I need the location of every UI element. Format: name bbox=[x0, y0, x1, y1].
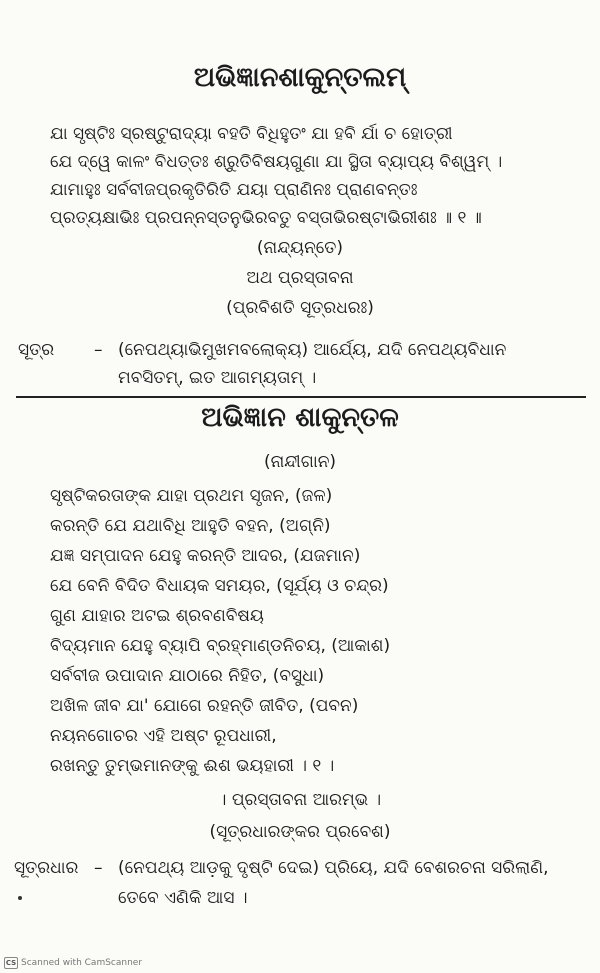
odia-verse-line-4: ଯେ ବେନି ବିଦିତ ବିଧାୟକ ସମୟର, (ସୂର୍ଯ୍ୟ ଓ ଚନ୍ଦ୍ର) bbox=[50, 576, 389, 596]
odia-verse-line-5: ଗୁଣ ଯାହାର ଅଟଇ ଶ୍ରବଣବିଷୟ bbox=[50, 606, 264, 626]
odia-title: ଅଭିଜ୍ଞାନ ଶାକୁନ୍ତଳ bbox=[201, 402, 399, 433]
sanskrit-verse-line-4: ପ୍ରତ୍ୟକ୍ଷାଭିଃ ପ୍ରପନ୍ନସ୍ତନୁଭିରବତୁ ବସ୍ତାଭିରଷ୍ଟାଭିରୀଶଃ ॥ ୧ ॥ bbox=[50, 208, 482, 228]
odia-verse-line-2: କରନ୍ତି ଯେ ଯଥାବିଧି ଆହୁତି ବହନ, (ଅଗ୍ନି) bbox=[50, 516, 331, 536]
camscanner-watermark bbox=[4, 957, 142, 969]
odia-verse-line-9: ନୟନଗୋଚର ଏହି ଅଷ୍ଟ ରୂପଧାରୀ, bbox=[50, 726, 277, 746]
stage-direction-prastavana: ଅଥ ପ୍ରସ୍ତାବନା bbox=[246, 268, 354, 288]
dialogue-line-2: ତେବେ ଏଣିକି ଆସ । bbox=[118, 888, 248, 908]
stage-direction-nandyante: (ନାନ୍ଦ୍ୟନ୍ତେ) bbox=[256, 238, 344, 258]
dialogue-line-2: ମବସିତମ୍, ଇତ ଆଗମ୍ୟତାମ୍ । bbox=[118, 368, 317, 388]
odia-verse-line-8: ଅଖିଳ ଜୀବ ଯା' ଯୋଗେ ରହନ୍ତି ଜୀବିତ, (ପବନ) bbox=[50, 696, 359, 716]
odia-verse-line-1: ସୃଷ୍ଟିକରତାଙ୍କ ଯାହା ପ୍ରଥମ ସୃଜନ, (ଜଳ) bbox=[50, 486, 333, 506]
speaker-dash: – bbox=[94, 858, 103, 878]
speaker-dash: – bbox=[94, 340, 103, 360]
stage-direction-prastavana-begins: । ପ୍ରସ୍ତାବନା ଆରମ୍ଭ । bbox=[218, 790, 382, 810]
sanskrit-title: ଅଭିଜ୍ଞାନଶାକୁନ୍ତଲମ୍ bbox=[193, 62, 407, 93]
dialogue-line-1: (ନେପଥ୍ୟ ଆଡ଼କୁ ଦୃଷ୍ଟି ଦେଇ) ପ୍ରିୟେ, ଯଦି ବେଶରଚନା ସରିଲାଣି, bbox=[118, 858, 549, 878]
watermark-text: Scanned with CamScanner bbox=[21, 958, 143, 968]
nandigana-heading: (ନାନ୍ଦୀଗାନ) bbox=[263, 452, 337, 472]
sanskrit-verse-line-3: ଯାମାହୁଃ ସର୍ବବୀଜପ୍ରକୃତିରିତି ଯୟା ପ୍ରାଣିନଃ ପ୍ରାଣବନ୍ତଃ bbox=[50, 180, 418, 200]
odia-verse-line-3: ଯଜ୍ଞ ସମ୍ପାଦନ ଯେହୁ କରନ୍ତି ଆଦର, (ଯଜମାନ) bbox=[50, 546, 361, 566]
dialogue-line-1: (ନେପଥ୍ୟାଭିମୁଖମବଲୋକ୍ୟ) ଆର୍ଯେ୍ୟ, ଯଦି ନେପଥ୍ୟବିଧାନ bbox=[118, 340, 507, 360]
stage-direction-sutradhara-enters: (ପ୍ରବିଶତି ସୂତ୍ରଧରଃ) bbox=[226, 298, 374, 318]
speaker-sutradhara: ସୂତ୍ରଧାର bbox=[14, 858, 79, 878]
stage-direction-sutradhara-entry: (ସୂତ୍ରଧାରଙ୍କର ପ୍ରବେଶ) bbox=[209, 822, 391, 842]
odia-verse-line-7: ସର୍ବବୀଜ ଉପାଦାନ ଯାଠାରେ ନିହିତ, (ବସୁଧା) bbox=[50, 666, 325, 686]
speaker-sutra: ସୂତ୍ର bbox=[18, 340, 55, 360]
margin-dot bbox=[18, 896, 22, 900]
sanskrit-verse-line-2: ଯେ ଦ୍ୱେ କାଳଂ ବିଧତ୍ତଃ ଶ୍ରୁତିବିଷୟଗୁଣା ଯା ସ୍ଥିତା ବ୍ୟାପ୍ୟ ବିଶ୍ୱମ୍ । bbox=[50, 152, 503, 172]
odia-verse-line-10: ରଖନ୍ତୁ ତୁମ୍ଭମାନଙ୍କୁ ଈଶ ଭୟହାରୀ । ୧ । bbox=[50, 756, 335, 776]
sanskrit-verse-line-1: ଯା ସୃଷ୍ଟିଃ ସ୍ରଷ୍ଟୁରାଦ୍ୟା ବହତି ବିଧିହୁତଂ ଯା ହବି ର୍ଯା ଚ ହୋତ୍ରୀ bbox=[50, 124, 453, 144]
odia-verse-line-6: ବିଦ୍ୟମାନ ଯେହୁ ବ୍ୟାପି ବ୍ରହ୍ମାଣ୍ଡନିଚୟ, (ଆକାଶ) bbox=[50, 636, 391, 656]
camscanner-logo-icon: CS bbox=[5, 959, 17, 967]
section-divider bbox=[16, 396, 586, 398]
